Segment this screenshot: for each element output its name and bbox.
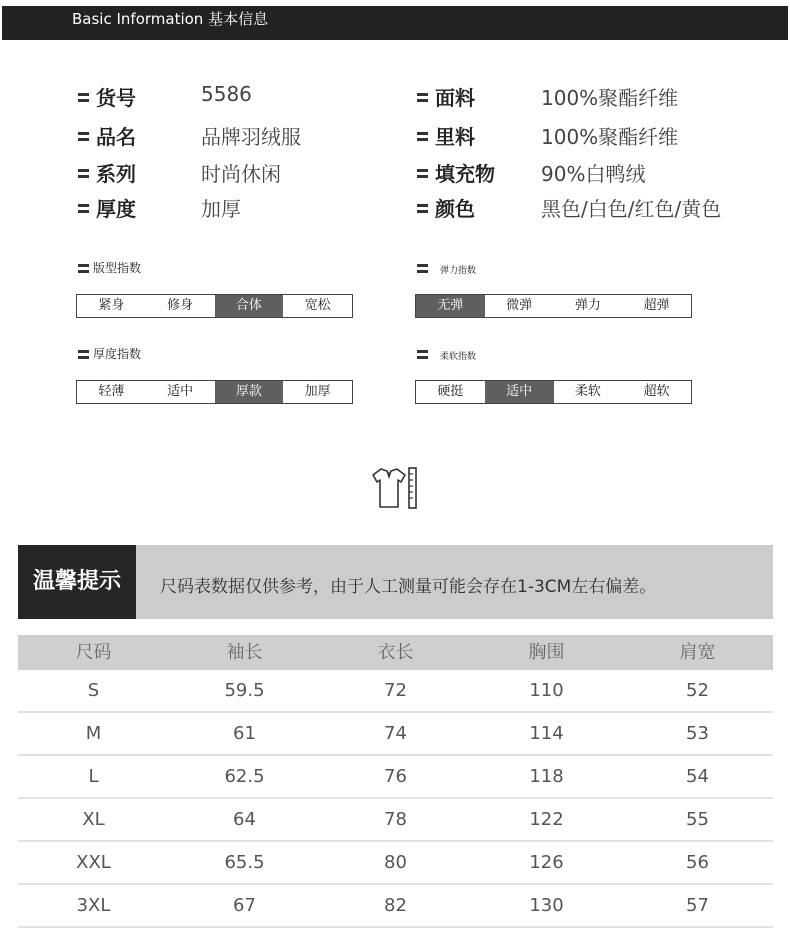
fit-index-label: 版型指数: [93, 261, 142, 275]
attr-value: 品牌羽绒服: [201, 125, 301, 149]
table-cell: XL: [82, 809, 105, 830]
scale-option: 紧身: [98, 298, 125, 313]
attr-key: 货号: [96, 86, 136, 110]
table-cell: 64: [233, 809, 256, 830]
table-cell: 110: [529, 680, 564, 701]
scale-option: 适中: [167, 384, 194, 399]
table-cell: 65.5: [224, 852, 265, 873]
column-header: 尺码: [75, 642, 112, 663]
scale-option: 硬挺: [437, 384, 464, 399]
equals-mark-icon: [417, 264, 428, 273]
attr-value: 加厚: [201, 197, 241, 221]
table-cell: 82: [384, 895, 407, 916]
table-cell: 76: [384, 766, 407, 787]
table-cell: XXL: [76, 852, 111, 873]
equals-mark-icon: [417, 169, 428, 178]
table-cell: 52: [686, 680, 709, 701]
table-cell: S: [87, 680, 100, 701]
table-cell: 53: [686, 723, 709, 744]
equals-mark-icon: [417, 350, 428, 359]
equals-mark-icon: [78, 93, 89, 102]
attr-value: 90%白鸭绒: [541, 162, 646, 186]
scale-option-selected: 厚款: [215, 381, 284, 403]
table-cell: 114: [529, 723, 564, 744]
table-cell: 74: [384, 723, 407, 744]
equals-mark-icon: [417, 204, 428, 213]
table-cell: 62.5: [224, 766, 265, 787]
attr-key: 品名: [96, 125, 136, 149]
attr-value: 黑色/白色/红色/黄色: [541, 197, 722, 221]
scale-option: 超弹: [643, 298, 670, 313]
column-header: 胸围: [528, 642, 565, 663]
thickness-index-label: 厚度指数: [93, 347, 142, 361]
table-cell: 57: [686, 895, 709, 916]
table-cell: 67: [233, 895, 256, 916]
scale-option: 微弹: [506, 298, 533, 313]
softness-index-label: 柔软指数: [440, 352, 477, 362]
equals-mark-icon: [78, 132, 89, 141]
table-row: [18, 799, 773, 842]
equals-mark-icon: [417, 93, 428, 102]
table-cell: 3XL: [76, 895, 111, 916]
scale-option: 宽松: [304, 298, 331, 313]
scale-option: 柔软: [574, 384, 601, 399]
table-cell: 59.5: [224, 680, 265, 701]
attr-key: 系列: [96, 162, 136, 186]
table-cell: 61: [233, 723, 256, 744]
table-cell: 56: [686, 852, 709, 873]
table-cell: 130: [529, 895, 564, 916]
table-cell: 54: [686, 766, 709, 787]
table-cell: L: [88, 766, 99, 787]
table-cell: 80: [384, 852, 407, 873]
table-cell: 122: [529, 809, 564, 830]
equals-mark-icon: [78, 204, 89, 213]
tip-heading-box: [18, 545, 136, 619]
attr-key: 填充物: [435, 162, 495, 186]
header-title: Basic Information 基本信息: [72, 10, 269, 28]
attr-value: 时尚休闲: [201, 162, 281, 186]
table-cell: 78: [384, 809, 407, 830]
scale-option: 加厚: [304, 384, 331, 399]
scale-option-selected: 无弹: [416, 295, 485, 317]
table-cell: 118: [529, 766, 564, 787]
elasticity-index-scale: [415, 294, 692, 318]
scale-option: 轻薄: [98, 384, 125, 399]
attr-key: 厚度: [96, 197, 136, 221]
attr-key: 里料: [435, 125, 475, 149]
shirt-measure-icon: [365, 465, 421, 509]
equals-mark-icon: [78, 169, 89, 178]
column-header: 肩宽: [679, 642, 716, 663]
thickness-index-scale: [76, 380, 353, 404]
scale-option-selected: 适中: [485, 381, 554, 403]
softness-index-scale: [415, 380, 692, 404]
attr-value: 5586: [201, 82, 252, 106]
scale-option: 弹力: [574, 298, 601, 313]
table-cell: 55: [686, 809, 709, 830]
table-row: [18, 756, 773, 799]
fit-index-scale: [76, 294, 353, 318]
column-header: 衣长: [377, 642, 414, 663]
table-row: [18, 713, 773, 756]
table-row: [18, 670, 773, 713]
table-cell: 72: [384, 680, 407, 701]
column-header: 袖长: [226, 642, 263, 663]
table-cell: M: [85, 723, 102, 744]
attr-value: 100%聚酯纤维: [541, 86, 679, 110]
scale-option: 超软: [643, 384, 670, 399]
tip-text: 尺码表数据仅供参考，由于人工测量可能会存在1-3CM左右偏差。: [160, 577, 657, 597]
attr-key: 颜色: [435, 197, 475, 221]
attr-value: 100%聚酯纤维: [541, 125, 679, 149]
elasticity-index-label: 弹力指数: [440, 266, 477, 276]
table-row: [18, 885, 773, 928]
equals-mark-icon: [78, 264, 89, 273]
scale-option: 修身: [167, 298, 194, 313]
attr-key: 面料: [435, 86, 475, 110]
table-row: [18, 842, 773, 885]
equals-mark-icon: [78, 350, 89, 359]
equals-mark-icon: [417, 132, 428, 141]
table-cell: 126: [529, 852, 564, 873]
scale-option-selected: 合体: [215, 295, 284, 317]
size-table: [18, 635, 773, 928]
tip-heading: 温馨提示: [32, 569, 121, 594]
table-header-row: [18, 635, 773, 670]
